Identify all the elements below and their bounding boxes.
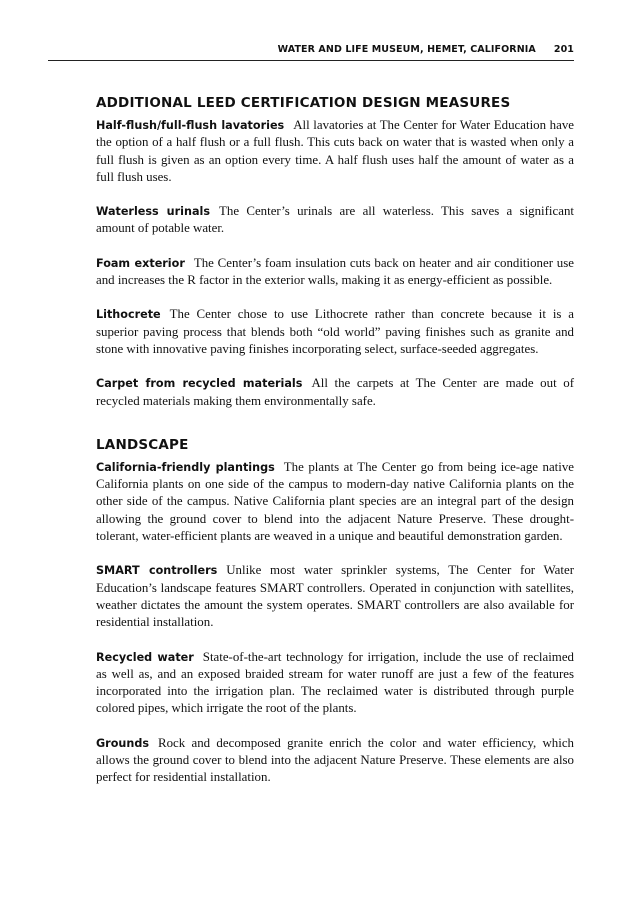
body-content (96, 95, 574, 804)
entry-term: Lithocrete (96, 308, 161, 322)
entry-term: SMART controllers (96, 564, 218, 578)
entry-term: Carpet from recycled materials (96, 377, 303, 391)
entry-text: The Center’s urinals are all waterless. This saves a significant amount of potable water. (96, 204, 574, 236)
entry-waterless-urinals (96, 203, 574, 238)
entry-term: Recycled water (96, 650, 194, 664)
entry-text: Rock and decomposed granite enrich the color and water efficiency, which allows the ground cover to blend into the adjacent Nature Preserve. These elements are also perfect for residential installation. (96, 735, 574, 785)
entry-text: All the carpets at The Center are made out of recycled materials making them environmentally safe. (96, 376, 574, 408)
entry-recycled-water (96, 649, 574, 718)
entry-text: All lavatories at The Center for Water Education have the option of a half flush or a full flush. This cuts back on water that is wasted when only a full flush is given as an option every time. A half flush uses half the amount of water as a full flush uses. (96, 118, 574, 184)
entry-term: Grounds (96, 736, 149, 750)
section-heading: LANDSCAPE (96, 436, 189, 453)
entry-california-plantings (96, 459, 574, 545)
entry-lithocrete (96, 306, 574, 358)
entry-text: The Center chose to use Lithocrete rather than concrete because it is a superior paving process that blends both “old world” paving finishes such as granite and stone with innovative paving finishes incorporating select, surface-seeded aggregates. (96, 307, 574, 356)
page-number: 201 (553, 44, 574, 55)
entry-text: Unlike most water sprinkler systems, The Center for Water Education’s landscape features SMART controllers. Operated in conjunction with satellites, weather dictates the amount the system operates. SMART controllers are also available for residential installation. (96, 563, 574, 630)
entry-term: Foam exterior (96, 256, 185, 270)
running-header (48, 44, 574, 55)
section-heading: ADDITIONAL LEED CERTIFICATION DESIGN MEASURES (96, 95, 511, 111)
section-landscape (96, 437, 574, 787)
section-leed-measures (96, 95, 574, 410)
entry-term: Waterless urinals (96, 205, 210, 219)
entry-recycled-carpet (96, 375, 574, 410)
section-spacer (96, 427, 574, 437)
running-title: WATER AND LIFE MUSEUM, HEMET, CALIFORNIA (277, 44, 536, 55)
entry-smart-controllers (96, 562, 574, 631)
entry-text: State-of-the-art technology for irrigation, include the use of reclaimed as well as, and an exposed braided stream for water runoff are just a few of the features incorporated into the irrigation plan. The reclaimed water is distributed through purple colored pipes, which irrigate the root of the plants. (96, 649, 574, 716)
entry-text: The Center’s foam insulation cuts back on heater and air conditioner use and increases the R factor in the exterior walls, making it as energy-efficient as possible. (96, 255, 574, 288)
entry-text: The plants at The Center go from being ice-age native California plants on one side of the campus to modern-day native California plants on the other side of the campus. Native California plant species are an integral part of the design allowing the ground cover to blend into the adjacent Nature Preserve. These drought-tolerant, water-efficient plants are weaved in a unique and beautiful demonstration garden. (96, 459, 574, 544)
header-rule (48, 60, 574, 61)
entry-foam-exterior (96, 255, 574, 290)
entry-half-flush (96, 117, 574, 186)
entry-term: Half-flush/full-flush lavatories (96, 119, 285, 132)
entry-grounds (96, 735, 574, 787)
entry-term: California-friendly plantings (96, 460, 275, 474)
